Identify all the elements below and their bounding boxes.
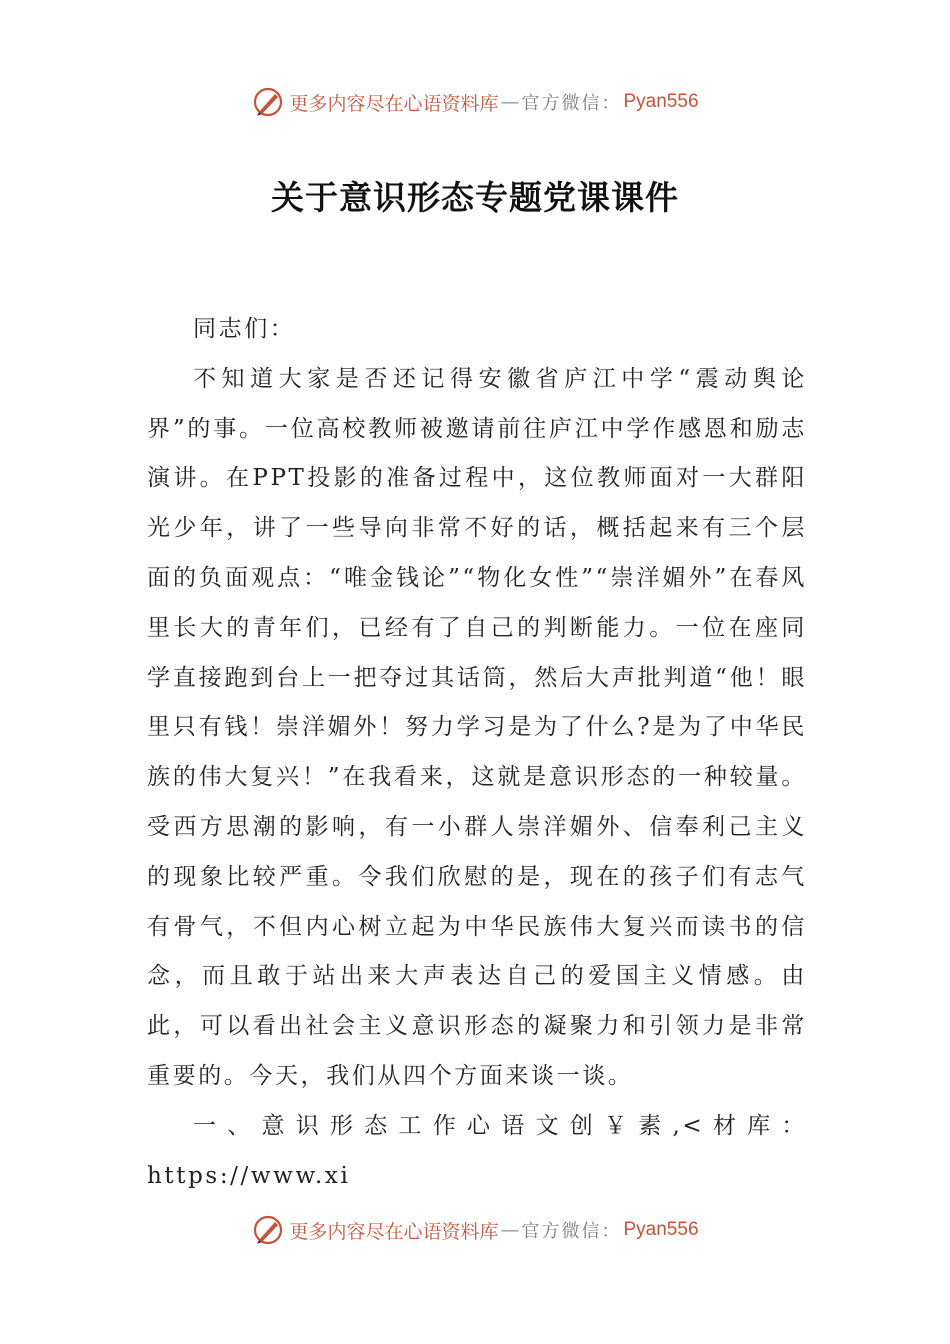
banner-wechat-label: 官方微信： (521, 1221, 622, 1242)
banner-dash: — (500, 91, 520, 113)
banner-wechat-id: Pyan556 (623, 91, 699, 112)
paragraph-section-one: 一、意识形态工作心语文创￥素,<材库：https://www.xi (147, 1112, 807, 1189)
banner-main-text: 更多内容尽在心语资料库 (289, 1220, 499, 1243)
banner-main-text: 更多内容尽在心语资料库 (289, 92, 499, 115)
footer-banner (0, 1210, 950, 1250)
paragraph-intro: 不知道大家是否还记得安徽省庐江中学“震动舆论界”的事。一位高校教师被邀请前往庐江中学作感恩和励志演讲。在PPT投影的准备过程中，这位教师面对一大群阳光少年，讲了一些导向非常不好的话，概括起来有三个层面的负面观点：“唯金钱论”“物化女性”“崇洋媚外”在春风里长大的青年们，已经有了自己的判断能力。一位在座同学直接跑到台上一把夺过其话筒，然后大声批判道“他！眼里只有钱！崇洋媚外！努力学习是为了什么?是为了中华民族的伟大复兴！”在我看来，这就是意识形态的一种较量。受西方思潮的影响，有一小群人崇洋媚外、信奉利己主义的现象比较严重。令我们欣慰的是，现在的孩子们有志气有骨气，不但内心树立起为中华民族伟大复兴而读书的信念，而且敢于站出来大声表达自己的爱国主义情感。由此，可以看出社会主义意识形态的凝聚力和引领力是非常重要的。今天，我们从四个方面来谈一谈。 (147, 365, 807, 1089)
banner-wechat-id: Pyan556 (623, 1219, 699, 1240)
document-title: 关于意识形态专题党课课件 (271, 178, 679, 217)
banner-wechat-label: 官方微信： (521, 93, 622, 114)
document-body (147, 305, 807, 1201)
banner-dash: — (500, 1219, 520, 1241)
paragraph-greeting: 同志们： (193, 316, 296, 342)
pen-logo-icon (251, 85, 285, 119)
pen-logo-icon (251, 1213, 285, 1247)
header-banner (0, 82, 950, 122)
